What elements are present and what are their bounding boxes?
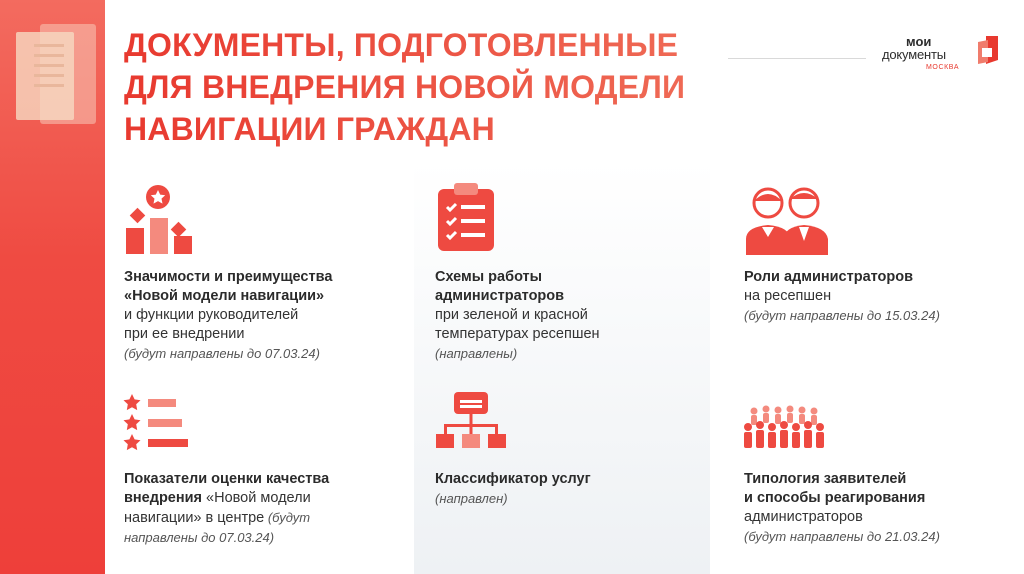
item-4-line-1: Показатели оценки качества [124,471,330,487]
item-indicators-text [124,470,329,547]
administrators-people-icon [744,185,830,255]
item-4-line-2-normal: «Новой модели [202,490,311,506]
moi-dokumenty-logo [882,34,1002,80]
crowd-people-icon [744,405,824,451]
logo-city: МОСКВА [926,64,960,71]
page-title [124,24,764,150]
item-roles-text [744,268,940,325]
item-schemes [436,181,496,253]
item-2-line-4: температурах ресепшен [435,326,600,342]
title-line-1: ДОКУМЕНТЫ, ПОДГОТОВЛЕННЫЕ [124,24,764,66]
item-schemes-text [435,268,600,363]
item-1-line-4: при ее внедрении [124,326,245,342]
item-1-line-3: и функции руководителей [124,307,299,323]
item-3-line-1: Роли администраторов [744,269,914,285]
item-2-line-2: администраторов [435,288,565,304]
side-accent-bar [0,0,105,574]
item-3-note: (будут направлены до 15.03.24) [744,308,940,323]
d-logo-icon [976,34,1000,66]
item-significance [122,184,196,256]
title-line-2: ДЛЯ ВНЕДРЕНИЯ НОВОЙ МОДЕЛИ [124,66,764,108]
item-indicators [122,392,192,452]
star-rating-bars-icon [122,392,192,452]
item-5-note: (направлен) [435,491,508,506]
item-4-note: направлены до 07.03.24) [124,530,275,545]
item-roles [744,185,830,255]
item-2-line-3: при зеленой и красной [435,307,588,323]
item-significance-text [124,268,332,363]
item-1-line-2: «Новой модели навигации» [124,288,325,304]
item-classifier [436,392,506,456]
item-6-line-3: администраторов [744,509,863,525]
item-typology [744,405,824,451]
item-6-note: (будут направлены до 21.03.24) [744,529,940,544]
logo-word-documents: документы [882,47,946,62]
title-divider [728,58,866,59]
logo-word-moi: мои [906,34,932,49]
document-stack-icon [10,22,98,126]
item-4-line-3-note: (будут [264,510,311,525]
item-5-line-1: Классификатор услуг [435,471,591,487]
item-6-line-2: и способы реагирования [744,490,926,506]
item-6-line-1: Типология заявителей [744,471,907,487]
item-3-line-2: на ресепшен [744,288,832,304]
title-line-3: НАВИГАЦИИ ГРАЖДАН [124,108,764,150]
item-4-line-2-bold: внедрения [124,490,202,506]
item-2-line-1: Схемы работы [435,269,543,285]
item-classifier-text [435,470,591,508]
item-typology-text [744,470,940,546]
award-podium-icon [122,184,196,256]
hierarchy-tree-icon [436,392,506,456]
item-4-line-3-normal: навигации» в центре [124,510,265,526]
item-1-note: (будут направлены до 07.03.24) [124,346,320,361]
clipboard-checklist-icon [436,181,496,253]
item-2-note: (направлены) [435,346,518,361]
item-1-line-1: Значимости и преимущества [124,269,333,285]
